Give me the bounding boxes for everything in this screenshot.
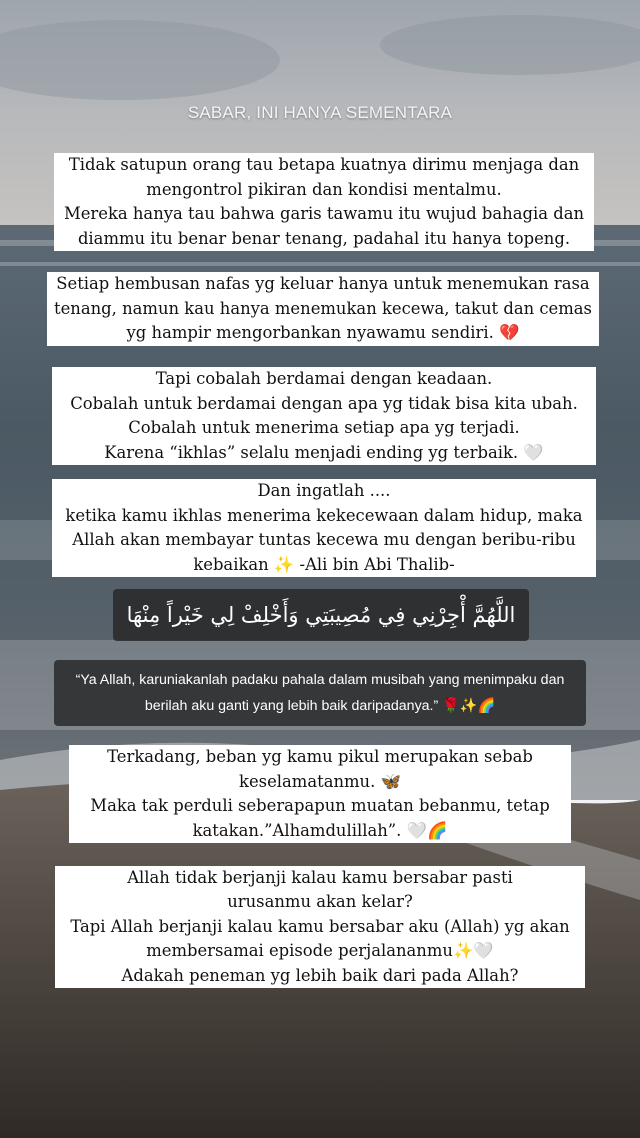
text-line: mengontrol pikiran dan kondisi mentalmu. xyxy=(146,179,502,199)
text-card-2 xyxy=(47,272,599,346)
arabic-dua-text: اللَّهُمَّ أْجِرْنِي فِي مُصِيبَتِي وَأَخْلِفْ لِي خَيْراً مِنْهَا xyxy=(126,603,516,627)
text-card-6 xyxy=(55,866,585,988)
text-line: Tapi cobalah berdamai dengan keadaan. xyxy=(155,369,493,388)
page-title: SABAR, INI HANYA SEMENTARA xyxy=(187,103,453,122)
text-line: tenang, namun kau hanya menemukan kecewa, takut dan cemas xyxy=(54,298,592,318)
text-line: ketika kamu ikhlas menerima kekecewaan dalam hidup, maka xyxy=(65,505,583,525)
text-line: kebaikan ✨ -Ali bin Abi Thalib- xyxy=(193,554,455,574)
text-line: Allah tidak berjanji kalau kamu bersabar pasti xyxy=(127,867,513,887)
text-line: Cobalah untuk menerima setiap apa yg terjadi. xyxy=(128,418,520,437)
dua-translation-box xyxy=(54,660,586,726)
text-card-5 xyxy=(69,745,571,843)
text-line: diammu itu benar benar tenang, padahal itu hanya topeng. xyxy=(77,228,571,248)
text-line: keselamatanmu. 🦋 xyxy=(239,771,401,791)
text-line: Mereka hanya tau bahwa garis tawamu itu wujud bahagia dan xyxy=(63,204,585,223)
text-line: Adakah peneman yg lebih baik dari pada Allah? xyxy=(121,965,519,985)
text-card-4 xyxy=(52,479,596,577)
text-line: Karena “ikhlas” selalu menjadi ending yg terbaik. 🤍 xyxy=(104,442,544,462)
text-line: Dan ingatlah .... xyxy=(257,481,391,500)
text-line: Allah akan membayar tuntas kecewa mu dengan beribu-ribu xyxy=(72,530,576,549)
text-line: Setiap hembusan nafas yg keluar hanya untuk menemukan rasa xyxy=(56,274,590,294)
text-line: membersamai episode perjalananmu✨🤍 xyxy=(146,941,494,961)
text-line: Maka tak perduli seberapapun muatan bebanmu, tetap xyxy=(90,796,550,815)
text-line: urusanmu akan kelar? xyxy=(227,892,413,912)
arabic-dua-box xyxy=(113,589,529,641)
translation-line: “Ya Allah, karuniakanlah padaku pahala dalam musibah yang menimpaku dan xyxy=(75,672,565,688)
text-line: Tidak satupun orang tau betapa kuatnya dirimu menjaga dan xyxy=(68,155,580,174)
text-card-1 xyxy=(54,153,594,251)
text-line: Terkadang, beban yg kamu pikul merupakan sebab xyxy=(107,747,533,766)
text-line: yg hampir mengorbankan nyawamu sendiri. 💔 xyxy=(126,323,520,343)
translation-line: berilah aku ganti yang lebih baik daripadanya.” 🌹✨🌈 xyxy=(144,698,496,714)
text-line: Cobalah untuk berdamai dengan apa yg tidak bisa kita ubah. xyxy=(70,393,578,413)
text-line: Tapi Allah berjanji kalau kamu bersabar aku (Allah) yg akan xyxy=(70,916,570,936)
text-line: katakan.”Alhamdulillah”. 🤍🌈 xyxy=(192,820,448,840)
text-card-3 xyxy=(52,367,596,465)
